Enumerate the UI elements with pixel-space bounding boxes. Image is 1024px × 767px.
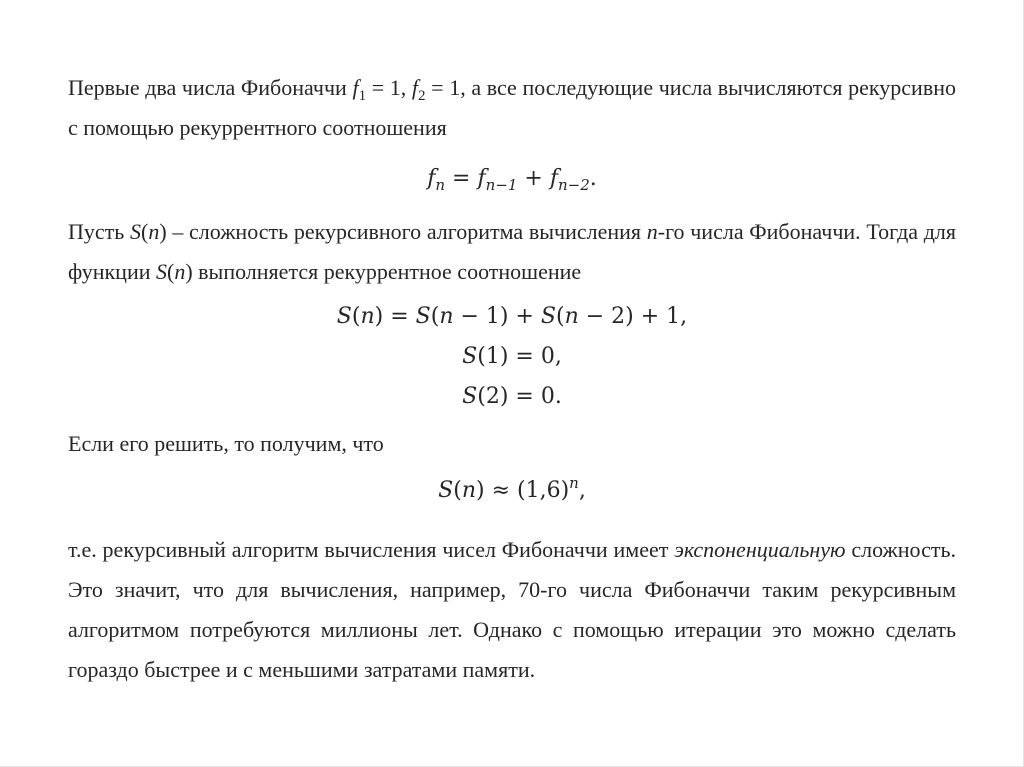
- fib-eq: =: [445, 166, 478, 191]
- paragraph-fibonacci-intro: [68, 68, 956, 148]
- p2-paren-open: (: [141, 219, 149, 244]
- fib-plus: +: [517, 166, 550, 191]
- p2-n3: n: [174, 259, 186, 284]
- p2-n: n: [148, 219, 160, 244]
- p4-lead: т.е. рекурсивный алгоритм вычисления чисел Фибоначчи имеет: [68, 537, 675, 562]
- s1-s2: S: [415, 304, 431, 329]
- approx-b: ) ≈ (1,6): [476, 478, 570, 503]
- p2-paren-close2: ): [185, 259, 193, 284]
- s2-s: S: [462, 344, 478, 369]
- formula-s1-initial: [0, 344, 1024, 369]
- paragraph-conclusion: [68, 530, 956, 690]
- formula-s-recurrence: [0, 304, 1024, 329]
- s2-rest: (1) = 0,: [477, 344, 562, 369]
- p4-emphasis: экспоненциальную: [674, 537, 846, 562]
- formula-s2-initial: [0, 384, 1024, 409]
- p1-text-tail: = 1, а все последующие числа вычисляются рекурсивно с помощью рекуррентного соотношения: [68, 75, 956, 140]
- s1-a: (: [351, 304, 361, 329]
- fib-f2: f: [477, 166, 486, 191]
- s1-n3: n: [564, 304, 579, 329]
- fib-sub-a: n−1: [485, 176, 518, 194]
- p2-lead: Пусть: [68, 219, 130, 244]
- s1-d: − 1) +: [453, 304, 541, 329]
- formula-fibonacci-recurrence: [0, 166, 1024, 194]
- s1-s: S: [336, 304, 352, 329]
- s3-rest: (2) = 0.: [477, 384, 562, 409]
- approx-n: n: [461, 478, 476, 503]
- p1-text-lead: Первые два числа Фибоначчи: [68, 75, 353, 100]
- approx-end: ,: [578, 478, 586, 503]
- fib-f: f: [427, 166, 436, 191]
- fib-sub-b: n−2: [557, 176, 590, 194]
- p2-tail: выполняется рекуррентное соотношение: [192, 259, 582, 284]
- p1-f1-sub: 1: [358, 88, 367, 104]
- p3-text: Если его решить, то получим, что: [68, 431, 384, 456]
- p2-s: S: [130, 219, 141, 244]
- fib-end: .: [589, 166, 597, 191]
- p2-paren-open2: (: [167, 259, 175, 284]
- s1-e: (: [556, 304, 565, 329]
- p2-mid: – сложность рекурсивного алгоритма вычисления: [166, 219, 647, 244]
- approx-s: S: [438, 478, 454, 503]
- s1-n2: n: [439, 304, 454, 329]
- p2-n2: n: [646, 219, 658, 244]
- formula-approximation: [0, 474, 1024, 503]
- p1-f1-var: f: [352, 75, 359, 100]
- p1-f2-sub: 2: [418, 88, 426, 104]
- approx-exp: n: [569, 474, 579, 492]
- paragraph-solution: [68, 424, 956, 464]
- s1-f: − 2) + 1,: [578, 304, 688, 329]
- p2-s2: S: [156, 259, 167, 284]
- paragraph-complexity-definition: [68, 212, 956, 292]
- p2-mid2: -го числа Фибоначчи. Тогда для функции: [68, 219, 957, 284]
- approx-a: (: [453, 478, 462, 503]
- s1-c: (: [430, 304, 440, 329]
- fib-n-sub: n: [435, 176, 446, 194]
- fib-f3: f: [549, 166, 558, 191]
- p1-f2-var: f: [411, 75, 419, 100]
- s3-s: S: [462, 384, 478, 409]
- s1-n: n: [360, 304, 375, 329]
- p4-tail: сложность. Это значит, что для вычисления, например, 70-го числа Фибоначчи таким рекурсивным алгоритмом потребуются миллионы лет. Однако с помощью итерации это можно сделать гораздо быстрее и с меньшими затратами памяти.: [68, 537, 956, 682]
- p1-text-eq1: = 1,: [366, 75, 412, 100]
- s1-b: ) =: [374, 304, 416, 329]
- p2-paren-close: ): [159, 219, 167, 244]
- s1-s3: S: [540, 304, 556, 329]
